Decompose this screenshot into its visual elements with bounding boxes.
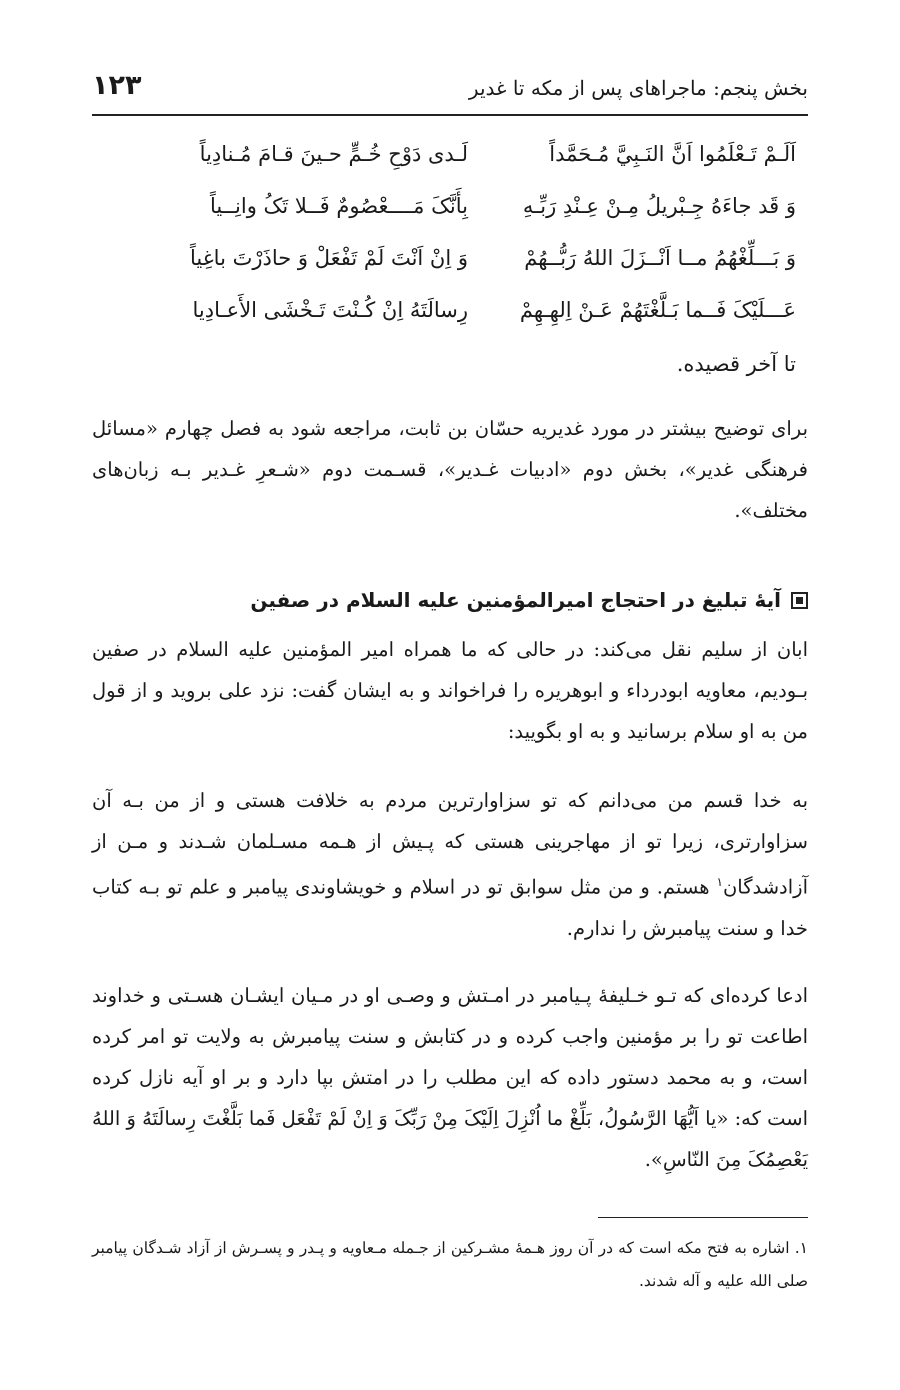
poem-line — [92, 142, 808, 194]
poem-hemistich-second: رِسالَتَهُ اِنْ کُـنْتَ تَـخْشَی الأَعـادِيا — [192, 298, 468, 322]
poem — [92, 142, 808, 376]
poem-ending: تا آخر قصيده. — [676, 352, 796, 376]
paragraph-message-text-continued: هستم. و من مثل سوابق تو در اسلام و خويشاوندی پيامبر و علم تو بـه کتاب خدا و سنت پيامبرش را ندارم. — [92, 875, 808, 940]
poem-hemistich-first: اَلَـمْ تَـعْلَمُوا اَنَّ النَـبِيَّ مُـحَمَّداً — [549, 142, 796, 166]
poem-hemistich-first: عَـــلَيْکَ فَــما بَـلَّغْتَهُمْ عَـنْ اِلهِـهِمْ — [519, 298, 796, 322]
poem-hemistich-first: وَ بَـــلِّغْهُمُ مــا اَنْــزَلَ اللهُ رَبُّــهُمْ — [524, 246, 796, 270]
page-number: ۱۲۳ — [92, 70, 142, 101]
paragraph-message — [92, 780, 808, 949]
poem-hemistich-second: لَـدی دَوْحِ خُـمٍّ حـينَ قـامَ مُـنادِياً — [199, 142, 468, 166]
square-bullet-icon — [791, 592, 808, 609]
page-header — [92, 66, 808, 116]
footnote-divider — [598, 1217, 808, 1218]
poem-hemistich-first: وَ قَد جاءَهُ جِـبْريلُ مِـنْ عِـنْدِ رَبِّـهِ — [522, 194, 796, 218]
section-heading-text: آيهٔ تبليغ در احتجاج اميرالمؤمنين علیه السلام در صفين — [250, 588, 781, 612]
paragraph-message-text: به خدا قسم من می‌دانم که تو سزاوارترين مردم به خلافت هستی و از من بـه آن سزاوارتری، زيرا تو از مهاجرينی هستی که پـيش از هـمه مسـلمان شـدند و مـن از آزادشدگان — [92, 789, 808, 899]
paragraph-narration: ابان از سليم نقل می‌کند: در حالی که ما همراه امير المؤمنين علیه السلام در صفين بـوديم، معاويه ابودرداء و ابوهريره را فراخواند و به ايشان گفت: نزد علی برويد و از قول من به او سلام برسانيد و به او بگوييد: — [92, 638, 808, 743]
poem-hemistich-second: بِأَنَّکَ مَــــعْصُومٌ فَــلا تَکُ وانِــياً — [209, 194, 468, 218]
paragraph-claim: ادعا کرده‌ای که تـو خـليفهٔ پـيامبر در امـتش و وصـی او در مـيان ايشـان هسـتی و خداوند اطاعت تو را بر مؤمنين واجب کرده و در کتابش و سنت پيامبرش به ولايت تو امر کرده است، و به محمد دستور داده که اين مطلب را در امتش بپا دارد و بر او آيه نازل کرده است که: «يا اَيُّهَا الرَّسُولُ، بَلِّغْ ما اُنْزِلَ اِلَيْکَ مِنْ رَبِّکَ وَ اِنْ لَمْ تَفْعَل فَما بَلَّغْتَ رِسالَتَهُ وَ اللهُ يَعْصِمُکَ مِنَ النّاسِ». — [92, 984, 808, 1171]
paragraph-reference-note: برای توضيح بيشتر در مورد غديريه حسّان بن ثابت، مراجعه شود به فصل چهارم «مسائل فرهنگی غدير»، بخش دوم «ادبيات غـدير»، قسـمت دوم «شـعرِ غـدير بـه زبان‌های مختلف». — [92, 417, 808, 522]
footnote: ۱. اشاره به فتح مکه است که در آن روز هـمهٔ مشـرکين از جـمله مـعاويه و پـدر و پسـرش از آزاد شـدگان پيامبر صلی الله علیه و آله شدند. — [92, 1239, 808, 1290]
section-heading — [92, 588, 808, 612]
poem-line — [92, 194, 808, 246]
poem-line — [92, 246, 808, 298]
poem-line — [92, 298, 808, 350]
poem-hemistich-second: وَ اِنْ اَنْتَ لَمْ تَفْعَلْ وَ حاذَرْتَ باغِياً — [189, 246, 468, 270]
running-title: بخش پنجم: ماجراهای پس از مکه تا غدیر — [468, 76, 808, 100]
footnote-reference: ۱ — [716, 875, 723, 889]
